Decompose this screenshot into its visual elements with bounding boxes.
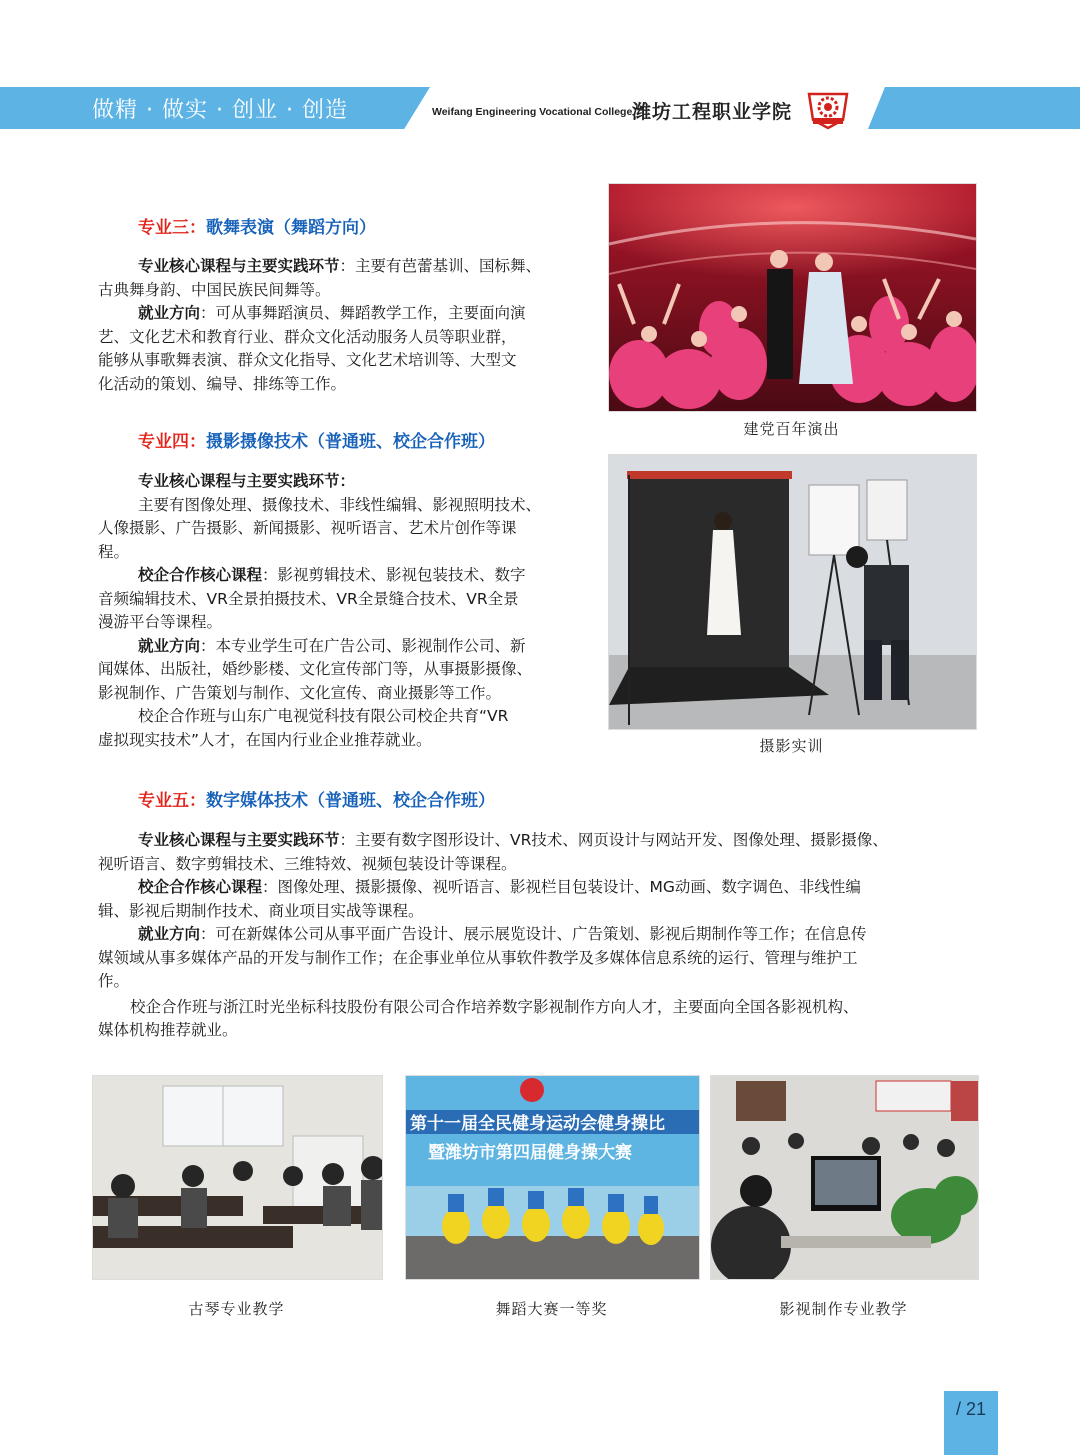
major-5-name: 数字媒体技术（普通班、校企合作班） bbox=[206, 791, 495, 811]
major-5-core-text: ：主要有数字图形设计、VR技术、网页设计与网站开发、图像处理、摄影摄像、 bbox=[339, 831, 888, 849]
major-4-coop-text-3: 漫游平台等课程。 bbox=[98, 613, 223, 631]
major-3-job-text-2: 艺、文化艺术和教育行业、群众文化活动服务人员等职业群， bbox=[98, 327, 517, 346]
major-4-note-2: 虚拟现实技术”人才，在国内行业企业推荐就业。 bbox=[98, 730, 432, 749]
major-5-heading bbox=[138, 786, 495, 811]
studio-photo bbox=[608, 454, 977, 730]
major-5-coop-text-2: 辑、影视后期制作技术、商业项目实战等课程。 bbox=[98, 901, 424, 920]
major-3-core-text: ：主要有芭蕾基训、国标舞、 bbox=[339, 257, 542, 275]
major-5-coop-text: ：图像处理、摄影摄像、视听语言、影视栏目包装设计、MG动画、数字调色、非线性编 bbox=[262, 878, 861, 896]
major-3-core-text-2: 古典舞身韵、中国民族民间舞等。 bbox=[98, 280, 331, 299]
performance-photo bbox=[608, 183, 977, 412]
major-3-core-label: 专业核心课程与主要实践环节 bbox=[138, 257, 340, 275]
college-logo-icon bbox=[803, 90, 853, 130]
video-production-photo bbox=[710, 1075, 979, 1280]
major-4-core-text-2: 人像摄影、广告摄影、新闻摄影、视听语言、艺术片创作等课 bbox=[98, 519, 517, 537]
major-4-coop-label: 校企合作核心课程 bbox=[138, 566, 263, 584]
major-4-job-label: 就业方向 bbox=[138, 636, 201, 655]
major-4-job-text: ：本专业学生可在广告公司、影视制作公司、新 bbox=[200, 636, 526, 655]
major-5-job-text-2: 媒领域从事多媒体产品的开发与制作工作；在企事业单位从事软件教学及多媒体信息系统的运行、管理与维护工 bbox=[98, 948, 858, 967]
major-4-job-text-3: 影视制作、广告策划与制作、文化宣传、商业摄影等工作。 bbox=[98, 683, 502, 702]
video-production-caption: 影视制作专业教学 bbox=[779, 1300, 908, 1318]
major-4-name: 摄影摄像技术（普通班、校企合作班） bbox=[206, 432, 495, 452]
dance-banner-line-2: 暨潍坊市第四届健身操大赛 bbox=[428, 1143, 632, 1163]
major-4-coop-text: ：影视剪辑技术、影视包装技术、数字 bbox=[262, 566, 526, 584]
major-4-coop-text-2: 音频编辑技术、VR全景拍摄技术、VR全景缝合技术、VR全景 bbox=[98, 589, 519, 608]
major-5-body bbox=[98, 829, 978, 1043]
major-3-job-text: ：可从事舞蹈演员、舞蹈教学工作，主要面向演 bbox=[200, 304, 526, 322]
major-3-job-text-3: 能够从事歌舞表演、群众文化指导、文化艺术培训等、大型文 bbox=[98, 351, 517, 369]
major-4-job-text-2: 闻媒体、出版社，婚纱影楼、文化宣传部门等，从事摄影摄像、 bbox=[98, 660, 533, 678]
major-4-heading bbox=[138, 427, 495, 452]
major-5-core-label: 专业核心课程与主要实践环节 bbox=[138, 831, 340, 849]
dance-contest-photo bbox=[405, 1075, 700, 1280]
header-band-right bbox=[868, 87, 1080, 129]
dance-contest-caption: 舞蹈大赛一等奖 bbox=[495, 1300, 608, 1318]
major-5-job-text: ：可在新媒体公司从事平面广告设计、展示展览设计、广告策划、影视后期制作等工作；在信息传 bbox=[200, 925, 867, 943]
header-slogan: 做精 · 做实 · 创业 · 创造 bbox=[92, 98, 348, 123]
college-name-english: Weifang Engineering Vocational College bbox=[432, 106, 633, 118]
major-5-note-2: 媒体机构推荐就业。 bbox=[98, 1021, 238, 1039]
major-5-number: 专业五： bbox=[138, 791, 206, 811]
major-5-job-text-3: 作。 bbox=[98, 972, 130, 990]
college-name-chinese: 潍坊工程职业学院 bbox=[632, 101, 793, 123]
major-4-core-label: 专业核心课程与主要实践环节： bbox=[138, 472, 356, 490]
major-3-heading bbox=[138, 213, 376, 238]
major-3-job-text-4: 化活动的策划、编导、排练等工作。 bbox=[98, 374, 347, 393]
performance-photo-caption: 建党百年演出 bbox=[743, 420, 840, 438]
major-4-body bbox=[98, 470, 598, 752]
guqin-class-caption: 古琴专业教学 bbox=[188, 1300, 285, 1318]
major-4-note: 校企合作班与山东广电视觉科技有限公司校企共育“VR bbox=[138, 707, 509, 725]
major-4-number: 专业四： bbox=[138, 432, 206, 452]
major-3-job-label: 就业方向 bbox=[138, 304, 201, 322]
major-3-number: 专业三： bbox=[138, 218, 206, 238]
major-5-job-label: 就业方向 bbox=[138, 925, 201, 943]
major-3-body bbox=[98, 255, 598, 396]
guqin-class-photo bbox=[92, 1075, 383, 1280]
studio-photo-caption: 摄影实训 bbox=[759, 737, 824, 755]
major-3-name: 歌舞表演（舞蹈方向） bbox=[206, 218, 376, 238]
page-number: / 21 bbox=[955, 1399, 987, 1419]
major-5-core-text-2: 视听语言、数字剪辑技术、三维特效、视频包装设计等课程。 bbox=[98, 854, 517, 873]
dance-banner-line-1: 第十一届全民健身运动会健身操比 bbox=[410, 1114, 665, 1134]
major-4-core-text: 主要有图像处理、摄像技术、非线性编辑、影视照明技术、 bbox=[138, 495, 542, 514]
major-5-note: 校企合作班与浙江时光坐标科技股份有限公司合作培养数字影视制作方向人才，主要面向全国各影视机构、 bbox=[130, 997, 859, 1016]
major-4-core-text-3: 程。 bbox=[98, 542, 130, 561]
major-5-coop-label: 校企合作核心课程 bbox=[138, 878, 263, 896]
